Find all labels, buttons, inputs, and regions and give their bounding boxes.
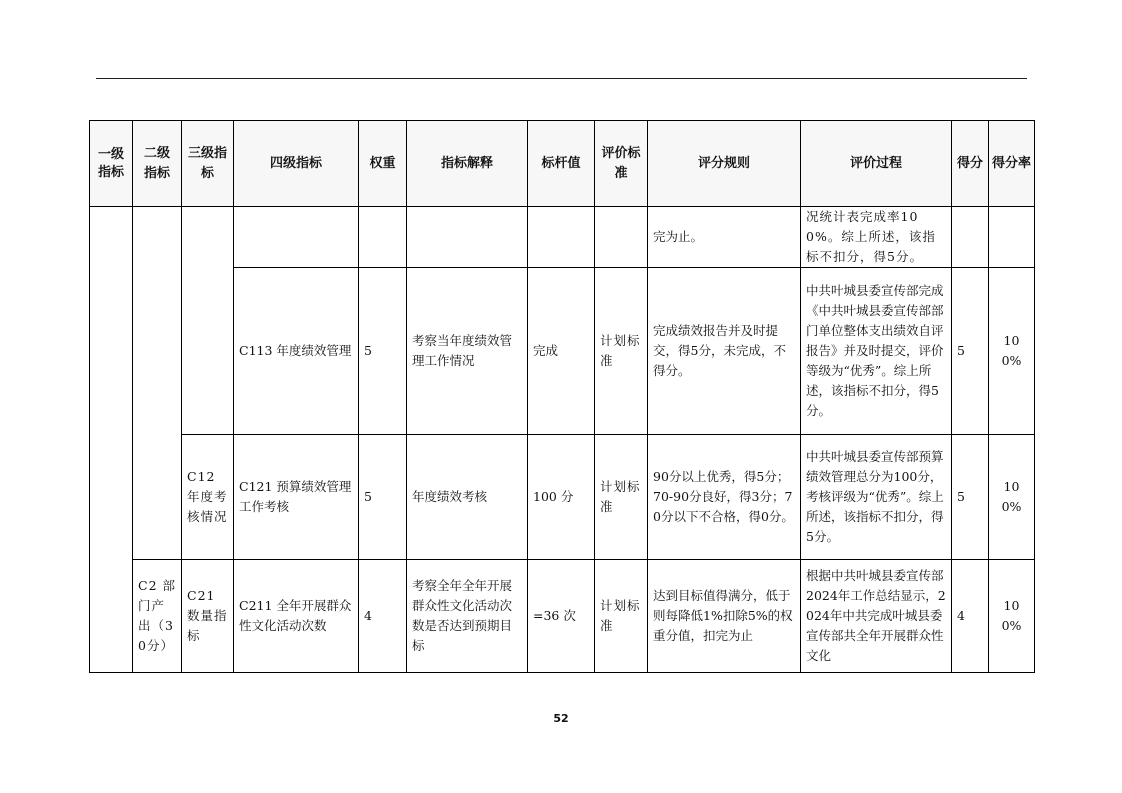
process-cell: 根据中共叶城县委宣传部2024年工作总结显示，2024年中共完成叶城县委宣传部共全年开展群众性文化 <box>801 560 952 673</box>
level2-cell: C2 部门产出（30分） <box>133 560 182 673</box>
rule-cell: 完为止。 <box>648 207 801 268</box>
header-level1: 一级指标 <box>90 121 133 207</box>
header-rule <box>96 78 1027 79</box>
explanation-cell: 考察全年全年开展群众性文化活动次数是否达到预期目标 <box>407 560 528 673</box>
rule-cell: 完成绩效报告并及时提交，得5分，未完成，不得分。 <box>648 268 801 435</box>
header-level3: 三级指标 <box>182 121 234 207</box>
rate-cell: 100% <box>989 435 1035 560</box>
level4-cell <box>234 207 359 268</box>
score-cell: 5 <box>952 268 989 435</box>
header-rule: 评分规则 <box>648 121 801 207</box>
benchmark-cell: 100 分 <box>528 435 595 560</box>
header-standard: 评价标准 <box>595 121 648 207</box>
rate-cell: 100% <box>989 268 1035 435</box>
explanation-cell: 年度绩效考核 <box>407 435 528 560</box>
evaluation-table <box>89 120 1035 673</box>
header-level2: 二级指标 <box>133 121 182 207</box>
standard-cell: 计划标准 <box>595 435 648 560</box>
rule-cell: 达到目标值得满分，低于则每降低1%扣除5%的权重分值，扣完为止 <box>648 560 801 673</box>
score-cell: 5 <box>952 435 989 560</box>
benchmark-cell <box>528 207 595 268</box>
page-number: 52 <box>553 712 569 725</box>
level2-cell <box>133 207 182 560</box>
score-cell <box>952 207 989 268</box>
process-cell: 况统计表完成率100%。综上所述，该指标不扣分，得5分。 <box>801 207 952 268</box>
level1-cell <box>90 207 133 673</box>
header-row <box>90 121 1035 207</box>
level3-cell <box>182 207 234 435</box>
table-row <box>90 560 1035 673</box>
explanation-cell: 考察当年度绩效管理工作情况 <box>407 268 528 435</box>
header-score: 得分 <box>952 121 989 207</box>
level4-cell: C211 全年开展群众性文化活动次数 <box>234 560 359 673</box>
explanation-cell <box>407 207 528 268</box>
rate-cell <box>989 207 1035 268</box>
rate-cell: 100% <box>989 560 1035 673</box>
benchmark-cell: 完成 <box>528 268 595 435</box>
standard-cell: 计划标准 <box>595 268 648 435</box>
rule-cell: 90分以上优秀，得5分；70-90分良好，得3分；70分以下不合格，得0分。 <box>648 435 801 560</box>
level3-cell: C12 年度考核情况 <box>182 435 234 560</box>
score-cell: 4 <box>952 560 989 673</box>
table-row <box>90 435 1035 560</box>
weight-cell <box>359 207 407 268</box>
weight-cell: 5 <box>359 435 407 560</box>
level4-cell: C121 预算绩效管理工作考核 <box>234 435 359 560</box>
level4-cell: C113 年度绩效管理 <box>234 268 359 435</box>
header-weight: 权重 <box>359 121 407 207</box>
weight-cell: 4 <box>359 560 407 673</box>
header-benchmark: 标杆值 <box>528 121 595 207</box>
header-rate: 得分率 <box>989 121 1035 207</box>
header-process: 评价过程 <box>801 121 952 207</box>
header-explanation: 指标解释 <box>407 121 528 207</box>
standard-cell <box>595 207 648 268</box>
weight-cell: 5 <box>359 268 407 435</box>
table-row <box>90 207 1035 268</box>
standard-cell: 计划标准 <box>595 560 648 673</box>
header-level4: 四级指标 <box>234 121 359 207</box>
benchmark-cell: =36 次 <box>528 560 595 673</box>
process-cell: 中共叶城县委宣传部预算绩效管理总分为100分，考核评级为“优秀”。综上所述，该指标不扣分，得5分。 <box>801 435 952 560</box>
process-cell: 中共叶城县委宣传部完成《中共叶城县委宣传部部门单位整体支出绩效自评报告》并及时提交，评价等级为“优秀”。综上所述，该指标不扣分，得5分。 <box>801 268 952 435</box>
level3-cell: C21 数量指标 <box>182 560 234 673</box>
